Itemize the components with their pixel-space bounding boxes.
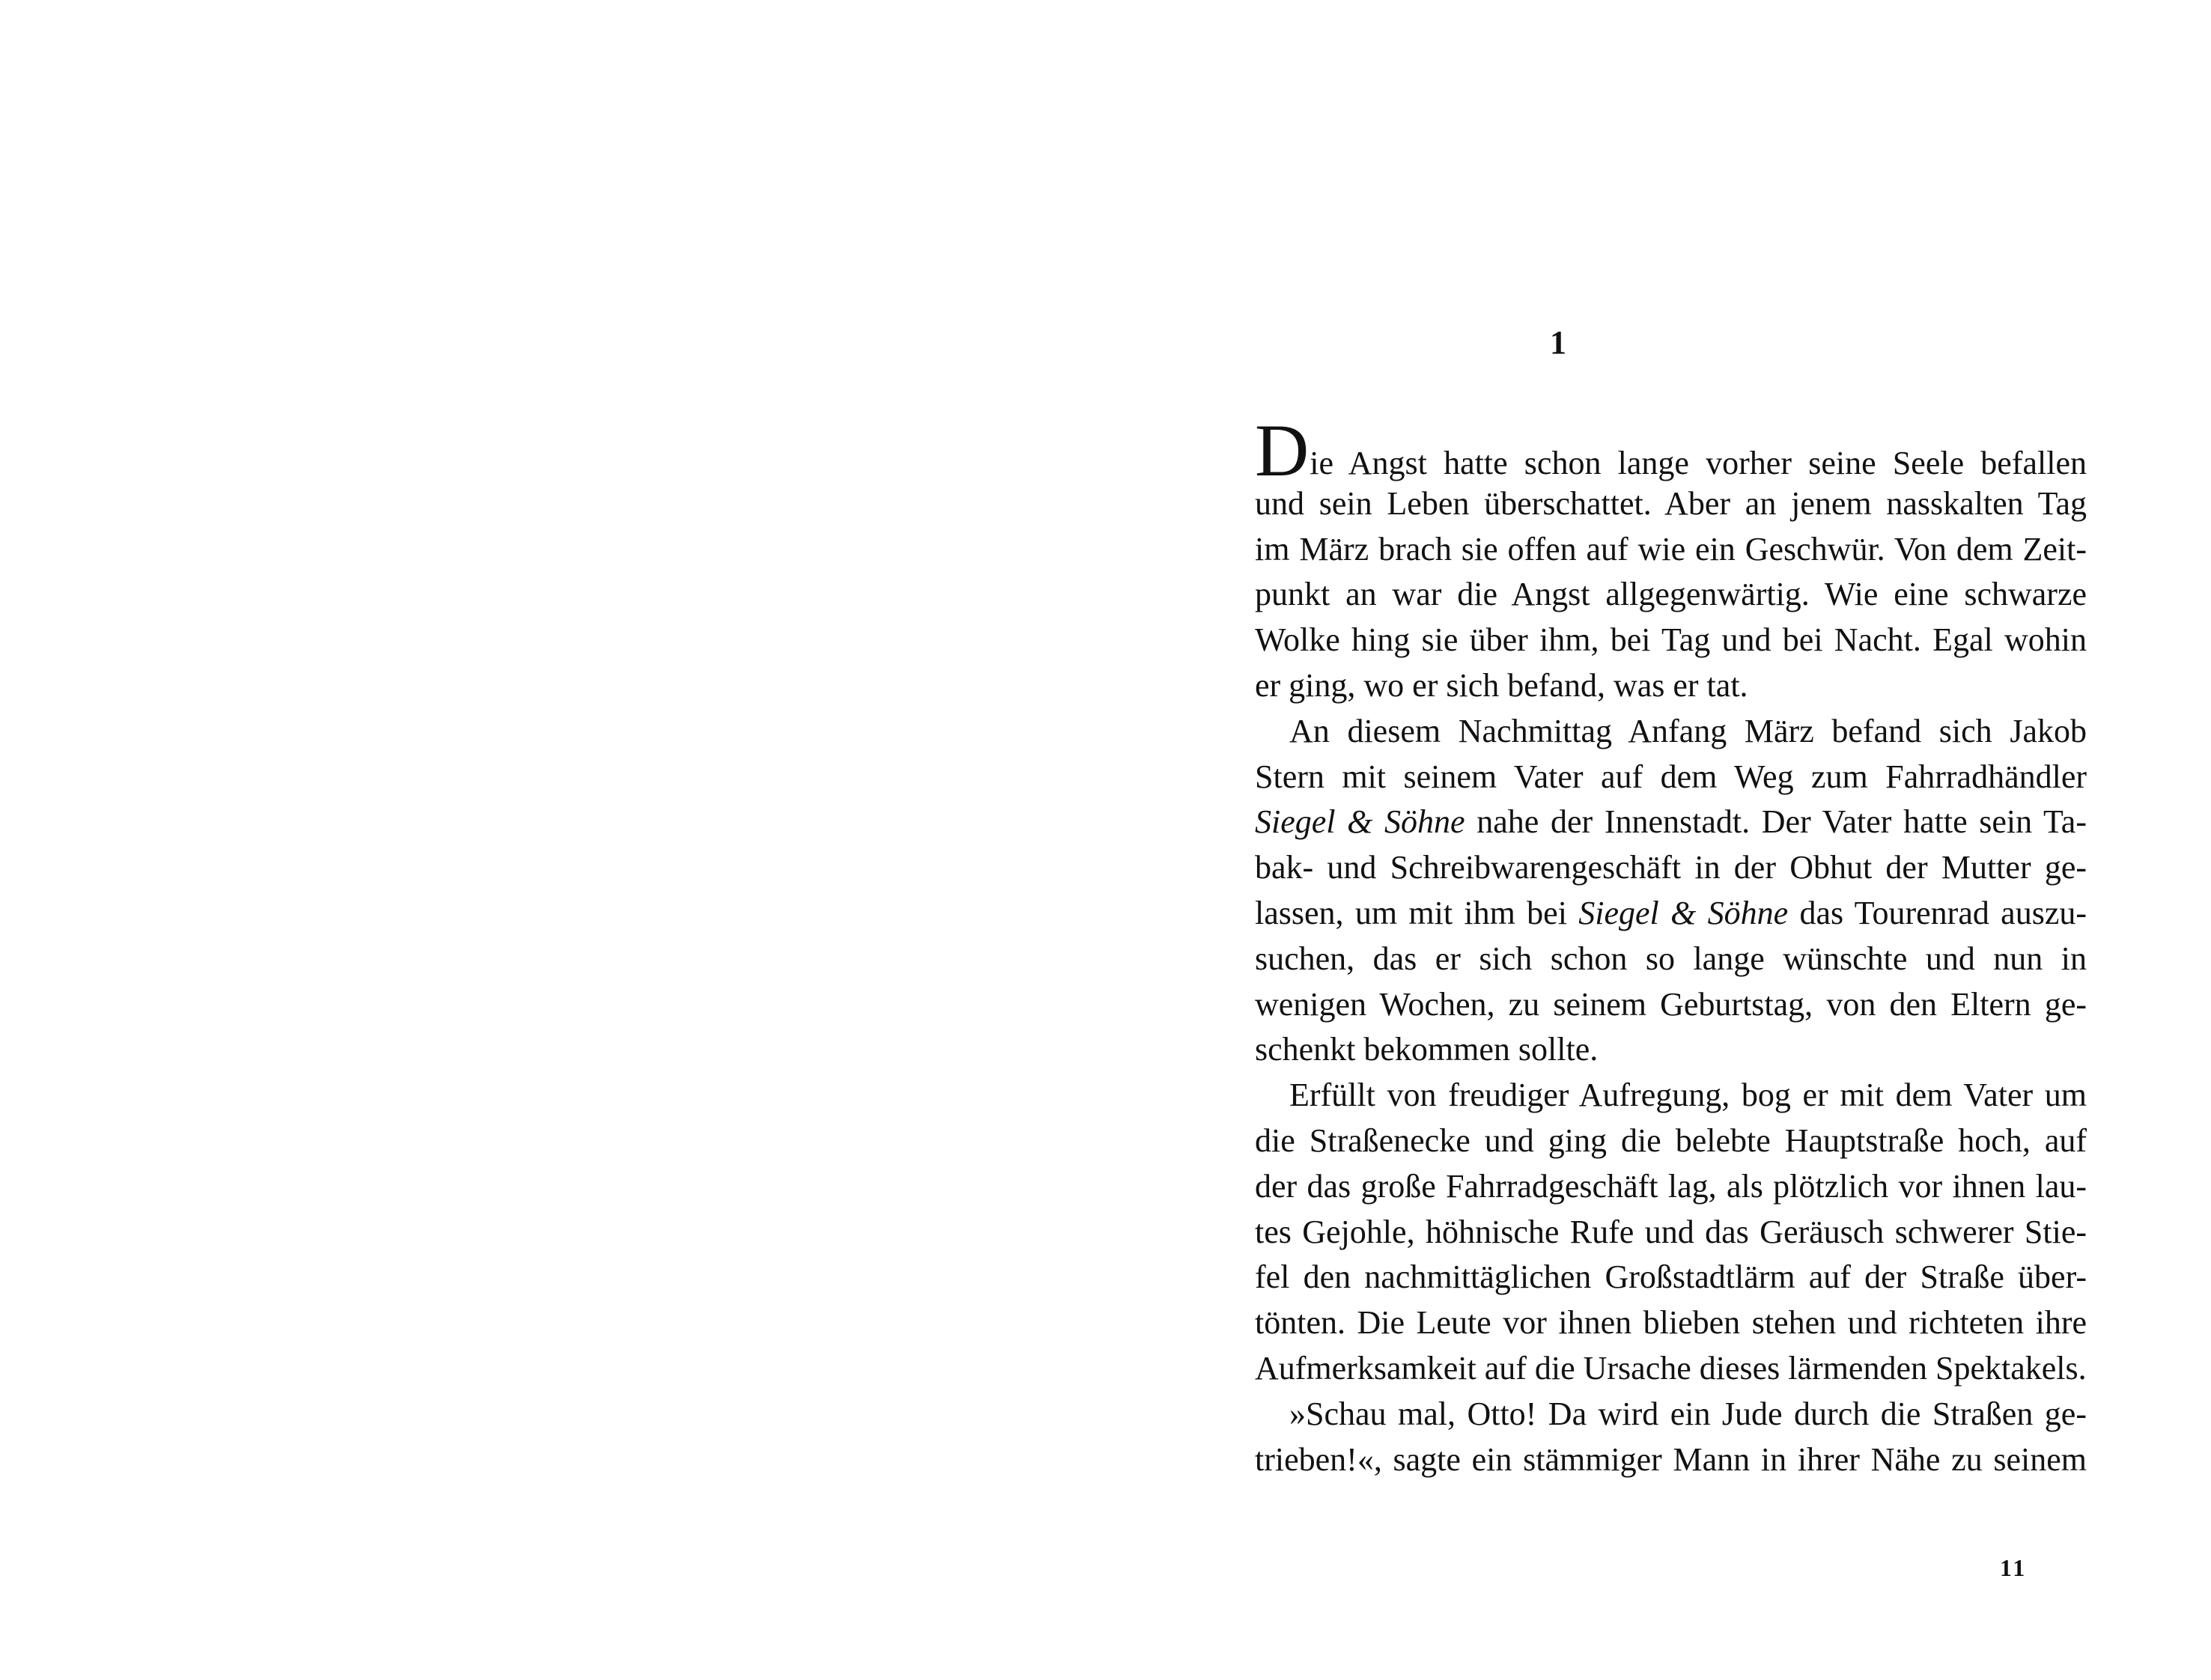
text-line: Aufmerksamkeit auf die Ursache dieses lärmenden Spektakels. xyxy=(1255,1349,2087,1387)
right-page xyxy=(1105,0,2211,1680)
left-page-blank xyxy=(0,0,1105,1680)
text-line: die Straßenecke und ging die belebte Hauptstraße hoch, auf xyxy=(1255,1121,2087,1159)
text-line: trieben!«, sagte ein stämmiger Mann in ihrer Nähe zu seinem xyxy=(1255,1440,2087,1478)
page-number: 11 xyxy=(2000,1554,2028,1581)
text-line: und sein Leben überschattet. Aber an jenem nasskalten Tag xyxy=(1255,484,2087,522)
text-line: schenkt bekommen sollte. xyxy=(1255,1031,1599,1068)
text-line: tes Gejohle, höhnische Rufe und das Geräusch schwerer Stie- xyxy=(1255,1213,2087,1250)
text-line: wenigen Wochen, zu seinem Geburtstag, von den Eltern ge- xyxy=(1255,985,2087,1023)
drop-cap: D xyxy=(1255,409,1310,492)
text-line: Stern mit seinem Vater auf dem Weg zum Fahrradhändler xyxy=(1255,758,2087,795)
text-line: der das große Fahrradgeschäft lag, als plötzlich vor ihnen lau- xyxy=(1255,1167,2087,1205)
chapter-number: 1 xyxy=(1550,324,1566,361)
text-line: punkt an war die Angst allgegenwärtig. Wie eine schwarze xyxy=(1255,576,2087,613)
text-line: im März brach sie offen auf wie ein Geschwür. Von dem Zeit- xyxy=(1255,530,2087,567)
text-line: An diesem Nachmittag Anfang März befand sich Jakob xyxy=(1289,712,2087,749)
text-line: Die Angst hatte schon lange vorher seine Seele befallen xyxy=(1255,409,2087,492)
text-line: Siegel & Söhne nahe der Innenstadt. Der Vater hatte sein Ta- xyxy=(1255,803,2087,841)
text-line: fel den nachmittäglichen Großstadtlärm auf der Straße über- xyxy=(1255,1259,2087,1296)
shop-name-italic: Siegel & Söhne xyxy=(1255,803,1465,841)
text-line: tönten. Die Leute vor ihnen blieben stehen und richteten ihre xyxy=(1255,1304,2087,1342)
chapter-text xyxy=(1255,409,2087,1482)
text-line: er ging, wo er sich befand, was er tat. xyxy=(1255,666,1748,704)
text-line: bak- und Schreibwarengeschäft in der Obhut der Mutter ge- xyxy=(1255,849,2087,886)
text-line: suchen, das er sich schon so lange wünschte und nun in xyxy=(1255,940,2087,977)
text-line: »Schau mal, Otto! Da wird ein Jude durch die Straßen ge- xyxy=(1289,1395,2087,1432)
text-line: Erfüllt von freudiger Aufregung, bog er mit dem Vater um xyxy=(1289,1077,2087,1114)
text-line: lassen, um mit ihm bei Siegel & Söhne das Tourenrad auszu- xyxy=(1255,894,2087,931)
shop-name-italic: Siegel & Söhne xyxy=(1578,894,1789,931)
text-line: Wolke hing sie über ihm, bei Tag und bei Nacht. Egal wohin xyxy=(1255,621,2087,659)
